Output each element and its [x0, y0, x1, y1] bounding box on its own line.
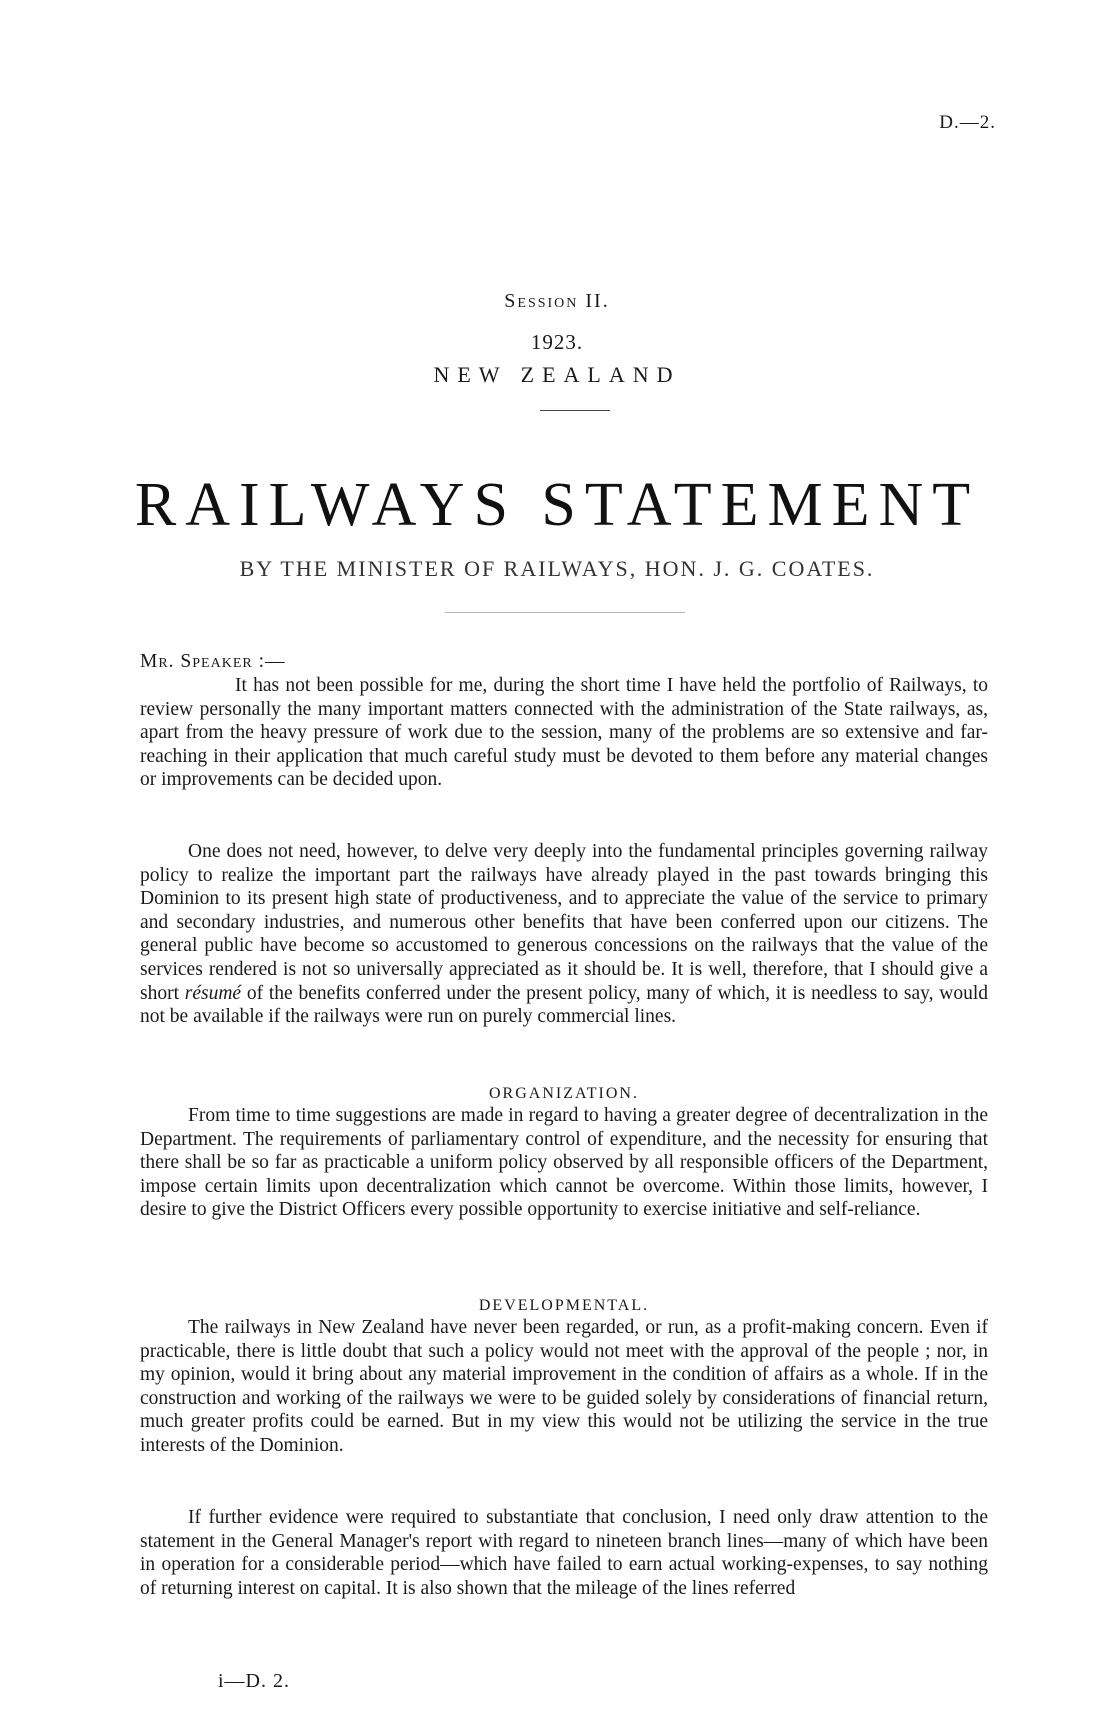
resume-italic: résumé [184, 982, 242, 1004]
heading-developmental: DEVELOPMENTAL. [478, 1297, 650, 1314]
country-label: NEW ZEALAND [433, 362, 681, 387]
session-label: Session II. [504, 290, 610, 312]
short-divider [540, 410, 610, 411]
paragraph-intro: It has not been possible for me, during the short time I have held the portfolio of Railways, to review personally the many important matters connected with the administration of the State railways, as, apart from the heavy pressure of work due to the session, many of the problems are so extensive and far-reaching in their application that much careful study must be devoted to them before any material changes or improvements can be decided upon. [140, 675, 988, 791]
paragraph-benefits-start: One does not need, however, to delve very deeply into the fundamental principles governing railway policy to realize the important part the railways have already played in the past towards bringing this Dominion to its present high state of productiveness, and to appreciate the value of the service to primary and secondary industries, and numerous other benefits that have been conferred upon our citizens. The general public have become so accustomed to generous concessions on the railways that the value of the services rendered is not so universally appreciated as it should be. It is well, therefore, that I should give a short [140, 841, 988, 1004]
salutation: Mr. Speaker :— [140, 651, 286, 672]
paragraph-benefits [140, 840, 988, 1029]
page-footer: i—D. 2. [218, 1670, 290, 1692]
year-label: 1923. [530, 330, 584, 354]
paragraph-developmental: The railways in New Zealand have never been regarded, or run, as a profit-making concern. Even if practicable, there is little doubt that such a policy would not meet with the approval of the people ; nor, in my opinion, would it bring about any material improvement in the condition of affairs as a whole. If in the construction and working of the railways we were to be guided solely by considerations of financial return, much greater profits could be earned. But in my view this would not be utilizing the service in the true interests of the Dominion. [140, 1317, 988, 1456]
paragraph-benefits-end: of the benefits conferred under the present policy, many of which, it is needless to say, would not be available if the railways were run on purely commercial lines. [140, 982, 988, 1028]
long-divider [445, 612, 685, 613]
heading-organization: ORGANIZATION. [489, 1085, 639, 1102]
paragraph-organization: From time to time suggestions are made in regard to having a greater degree of decentralization in the Department. The requirements of parliamentary control of expenditure, and the necessity for ensuring that there shall be so far as practicable a uniform policy observed by all responsible officers of the Department, impose certain limits upon decentralization which cannot be overcome. Within those limits, however, I desire to give the District Officers every possible opportunity to exercise initiative and self-reliance. [140, 1105, 988, 1221]
document-subtitle: BY THE MINISTER OF RAILWAYS, HON. J. G. COATES. [239, 556, 875, 581]
document-title: RAILWAYS STATEMENT [134, 471, 980, 539]
paragraph-branch-lines: If further evidence were required to substantiate that conclusion, I need only draw attention to the statement in the General Manager's report with regard to nineteen branch lines—many of which have been in operation for a considerable period—which have failed to earn actual working-expenses, to say nothing of returning interest on capital. It is also shown that the mileage of the lines referred [140, 1507, 988, 1599]
page-reference: D.—2. [939, 112, 996, 133]
